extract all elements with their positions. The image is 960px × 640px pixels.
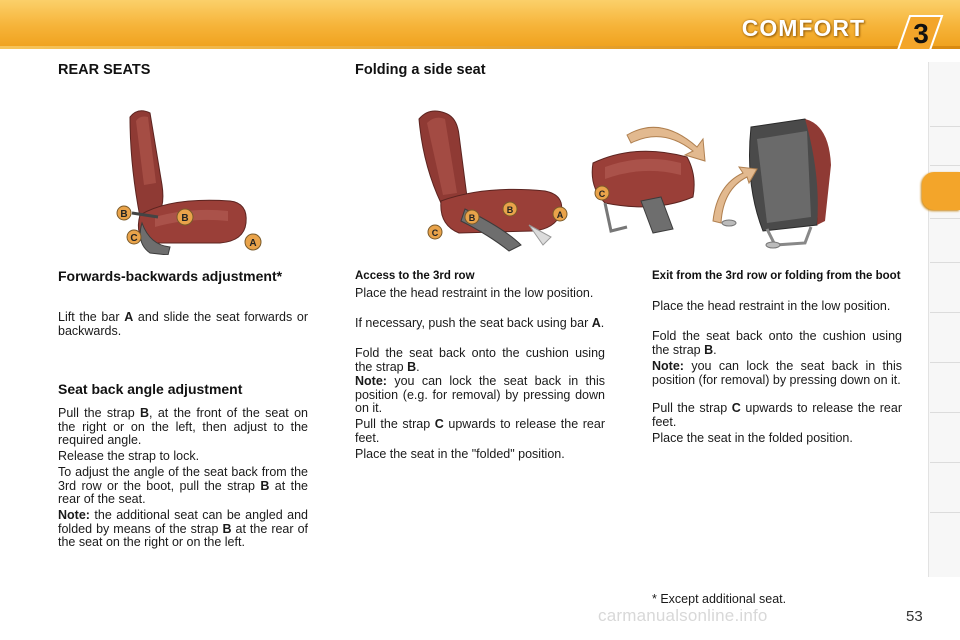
forwards-adjustment-title: Forwards-backwards adjustment* [58, 268, 283, 284]
tab-divider [930, 218, 960, 219]
label-c: C [431, 228, 439, 238]
label-b: B [468, 213, 476, 223]
tab-divider [930, 165, 960, 166]
seat-back-angle-title: Seat back angle adjustment [58, 381, 243, 397]
active-chapter-tab[interactable] [922, 172, 960, 210]
chapter-title: COMFORT [741, 15, 865, 41]
tab-divider [930, 312, 960, 313]
access-text-4: Pull the strap C upwards to release the rear feet. [355, 417, 605, 445]
access-text-1: Place the head restraint in the low position. [355, 286, 594, 300]
exit-text-4: Place the seat in the folded position. [652, 431, 853, 445]
label-c: C [598, 189, 606, 199]
exit-note: Note: you can lock the seat back in this position (for removal) by pressing down on it. [652, 359, 902, 387]
exit-text-1: Place the head restraint in the low position. [652, 299, 891, 313]
seat-back-text-3: To adjust the angle of the seat back from the 3rd row or the boot, pull the strap B at the rear of the seat. [58, 465, 308, 506]
label-a: A [556, 210, 564, 220]
tab-divider [930, 462, 960, 463]
tab-divider [930, 126, 960, 127]
exit-3rd-row-title: Exit from the 3rd row or folding from the boot [652, 270, 901, 282]
tab-divider [930, 412, 960, 413]
chapter-number-badge [890, 10, 950, 54]
chapter-tabs [928, 62, 960, 577]
access-text-3: Fold the seat back onto the cushion using the strap B. [355, 346, 605, 374]
section-title-folding: Folding a side seat [355, 62, 486, 78]
label-a: A [249, 238, 257, 249]
access-text-2: If necessary, push the seat back using bar A. [355, 316, 605, 330]
section-title-rear-seats: REAR SEATS [58, 62, 151, 78]
access-3rd-row-title: Access to the 3rd row [355, 270, 475, 282]
label-b: B [506, 205, 514, 215]
label-c: C [130, 233, 138, 244]
seat-back-text-1: Pull the strap B, at the front of the seat on the right or on the left, then adjust to the required angle. [58, 406, 308, 447]
chapter-number: 3 [913, 18, 929, 49]
folding-seat-figure [405, 105, 845, 255]
tab-divider [930, 262, 960, 263]
label-b: B [120, 209, 128, 220]
header-underline [0, 46, 960, 49]
label-b: B [181, 213, 189, 224]
page-number: 53 [906, 608, 923, 625]
watermark: carmanualsonline.info [598, 606, 768, 625]
footnote: * Except additional seat. [652, 592, 787, 606]
forwards-adjustment-text: Lift the bar A and slide the seat forwards or backwards. [58, 310, 308, 338]
access-note: Note: you can lock the seat back in this position (e.g. for removal) by pressing down on it. [355, 374, 605, 415]
seat-adjustment-figure [110, 105, 265, 255]
exit-text-2: Fold the seat back onto the cushion using the strap B. [652, 329, 902, 357]
seat-back-note: Note: the additional seat can be angled and folded by means of the strap B at the rear of the seat on the right or on the left. [58, 508, 308, 549]
exit-text-3: Pull the strap C upwards to release the rear feet. [652, 401, 902, 429]
access-text-5: Place the seat in the "folded" position. [355, 447, 565, 461]
tab-divider [930, 362, 960, 363]
seat-back-text-2: Release the strap to lock. [58, 449, 200, 463]
tab-divider [930, 512, 960, 513]
